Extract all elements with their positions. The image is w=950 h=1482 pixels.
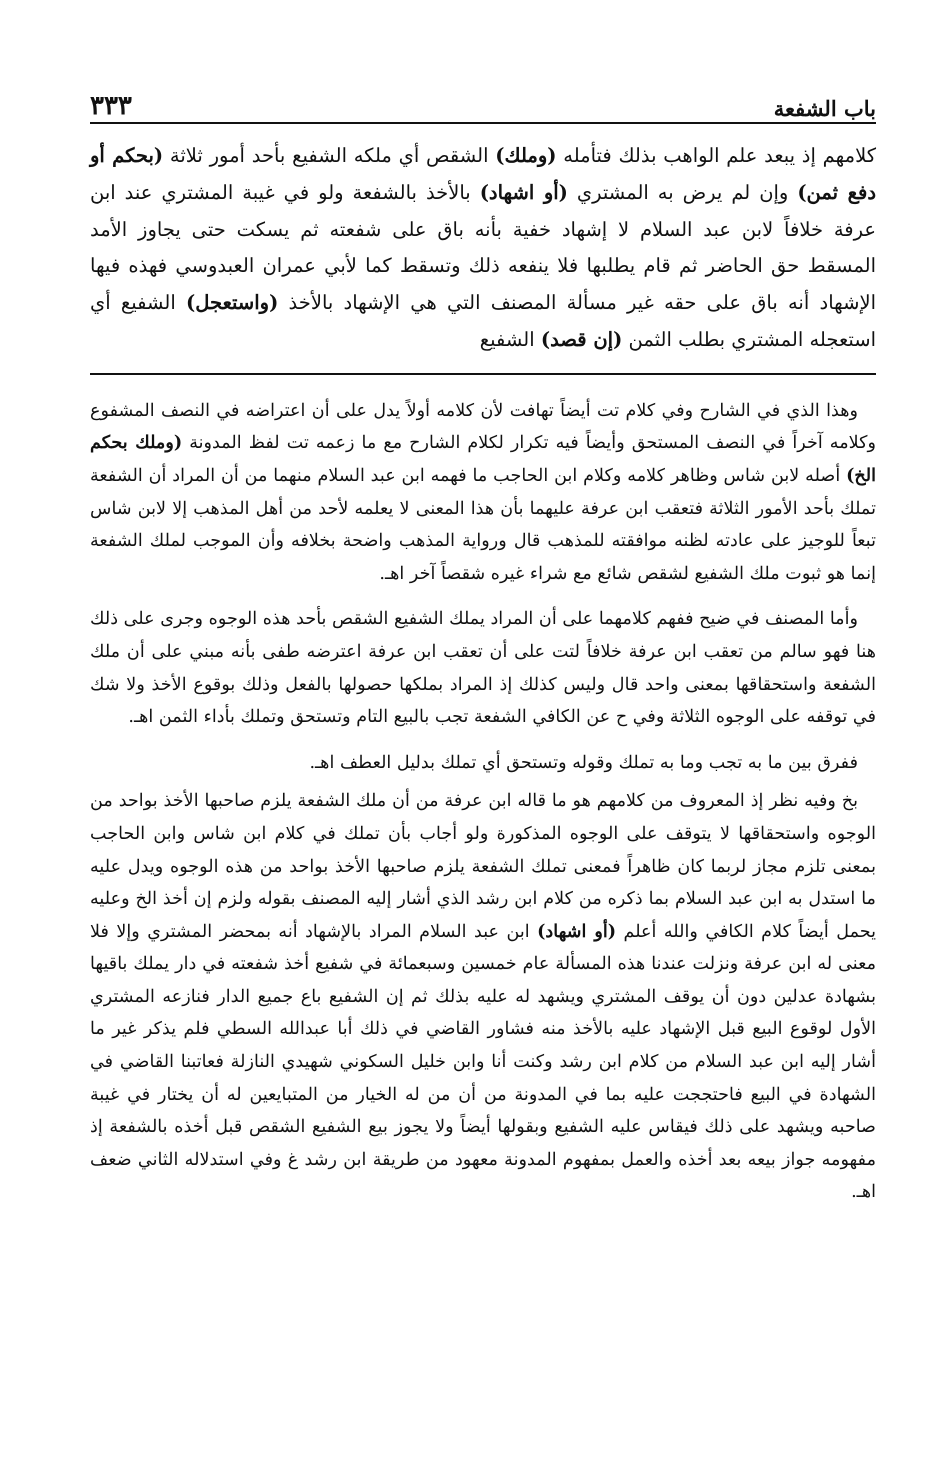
footnote-paragraph <box>90 785 876 1209</box>
bold-term: (إن قصد) <box>540 327 623 351</box>
footnote-text-run: ابن عبد السلام المراد بالإشهاد أنه بمحضر المشتري وإلا فلا معنى له ابن عرفة ونزلت عندنا هذه المسألة عام خمسين وسبعمائة في شفيع أخذ شفعته في دار يملك باقيها بشهادة عدلين دون أن يوقف المشتري ويشهد له عليه بذلك ثم إن الشفيع باع جميع الدار فنازعه المشتري الأول لوقوع البيع قبل الإشهاد عليه بالأخذ منه فشاور القاضي في ذلك أبا عبدالله السطي فلم يذكر غير ما أشار إليه ابن عبد السلام من كلام ابن رشد وكنت أنا وابن خليل السكوني شهيدي النازلة فعاتبنا القاضي في الشهادة في البيع فاحتججت عليه بما في المدونة من أن من له الخيار من المتبايعين له أن يختار في غيبة صاحبه ويشهد على ذلك فيقاس عليه الشفيع وبقولها أيضاً ولا يجوز بيع الشفيع الشقص قبل أخذه بالشفعة إذ مفهومه جواز بيعه بعد أخذه والعمل بمفهوم المدونة معهود من طريقة ابن رشد غ وفي استدلاله الثاني ضعف اهـ. <box>90 921 876 1203</box>
bold-term: (وملك) <box>495 144 557 167</box>
footnotes <box>90 395 876 1209</box>
bold-term: (أو اشهاد) <box>479 180 568 204</box>
footnote-separator <box>90 373 876 375</box>
bold-term: (وملك بحكم الخ) <box>90 432 876 486</box>
main-text-run: بالأخذ بالشفعة ولو في غيبة المشتري عند ابن عرفة خلافاً لابن عبد السلام لا إشهاد خفية بأنه باق على شفعته ثم يسكت حتى يجاوز الأمد المسقط حق الحاضر ثم قام يطلبها فلا ينفعه ذلك وتسقط كما لأبي عمران العبدوسي فهذه فيها الإشهاد أنه باق على حقه غير مسألة المصنف التي هي الإشهاد بالأخذ <box>90 180 876 315</box>
footnote-text-run: أصله لابن شاس وظاهر كلامه وكلام ابن الحاجب ما فهمه ابن عبد السلام منهما من أن المراد أن الشفعة تملك بأحد الأمور الثلاثة فتعقب ابن عرفة عليهما بأن هذا المعنى لا يعلمه لأحد من أهل المذهب إلا لابن شاس تبعاً للوجيز على عادته لظنه موافقته للمذهب قال ورواية المذهب واضحة بخلافه وأن الموجب لملك الشفعة إنما هو ثبوت ملك الشفيع لشقص شائع مع شراء غيره شقصاً آخر اهـ. <box>90 465 876 584</box>
bold-term: (بحكم أو دفع ثمن) <box>90 144 877 204</box>
main-text-run: وإن لم يرض به المشتري <box>567 180 798 204</box>
footnote-paragraph: ففرق بين ما به تجب وما به تملك وقوله وتستحق أي تملك بدليل العطف اهـ. <box>309 752 858 773</box>
main-text <box>90 138 876 359</box>
footnote-paragraph: وأما المصنف في ضيح ففهم كلامهما على أن المراد يملك الشفيع الشقص بأحد هذه الوجوه وجرى على ذلك هنا فهو سالم من تعقب ابن عرفة خلافاً لتت على أن تعقب ابن عرفة اعترضه طفى بأنه مبني على أن ملك الشفعة واستحقاقها بمعنى واحد قال وليس كذلك إذ المراد بملكها حصولها بالفعل وذلك بوقوع الأخذ ولا شك في توقفه على الوجوه الثلاثة وفي ح عن الكافي الشفعة تجب بالبيع التام وتستحق وتملك بأداء الثمن اهـ. <box>90 609 876 728</box>
main-paragraph <box>90 138 876 359</box>
footnote-text-run: وهذا الذي في الشارح وفي كلام تت أيضاً تهافت لأن كلامه أولاً يدل على أن اعتراضه في النصف المشفوع وكلامه آخراً في النصف المستحق وأيضاً فيه تكرار لكلام الشارح مع ما زعمه تت لفظ المدونة <box>90 400 877 454</box>
running-header <box>90 86 876 124</box>
page-number: ٣٣٣ <box>90 93 142 119</box>
main-text-run: كلامهم إذ يبعد علم الواهب بذلك فتأمله <box>556 144 876 167</box>
chapter-title: باب الشفعة <box>764 98 876 122</box>
main-text-run: الشقص أي ملكه الشفيع بأحد أمور ثلاثة <box>163 144 496 167</box>
footnote-paragraph <box>90 395 876 591</box>
main-text-run: الشفيع أي استعجله المشتري بطلب الثمن <box>90 291 876 351</box>
bold-term: (أو اشهاد) <box>537 920 617 942</box>
footnote-text-run: بخ وفيه نظر إذ المعروف من كلامهم هو ما قاله ابن عرفة من أن ملك الشفعة يلزم صاحبها الأخذ بواحد من الوجوه واستحقاقها لا يتوقف على الوجوه المذكورة ولو أجاب بأن تملك في كلام ابن شاس وابن الحاجب بمعنى تلزم مجاز لربما كان ظاهراً فمعنى تملك الشفعة يلزم صاحبها الأخذ بواحد من هذه الوجوه ويدل عليه ما استدل به ابن عبد السلام بما ذكره من كلام ابن رشد الذي أشار إليه المصنف بقوله ولزم إن أخذ الخ وعليه يحمل أيضاً كلام الكافي والله أعلم <box>90 791 876 942</box>
page <box>90 86 876 1462</box>
bold-term: (واستعجل) <box>186 291 279 315</box>
main-text-run: الشفيع <box>479 327 541 351</box>
